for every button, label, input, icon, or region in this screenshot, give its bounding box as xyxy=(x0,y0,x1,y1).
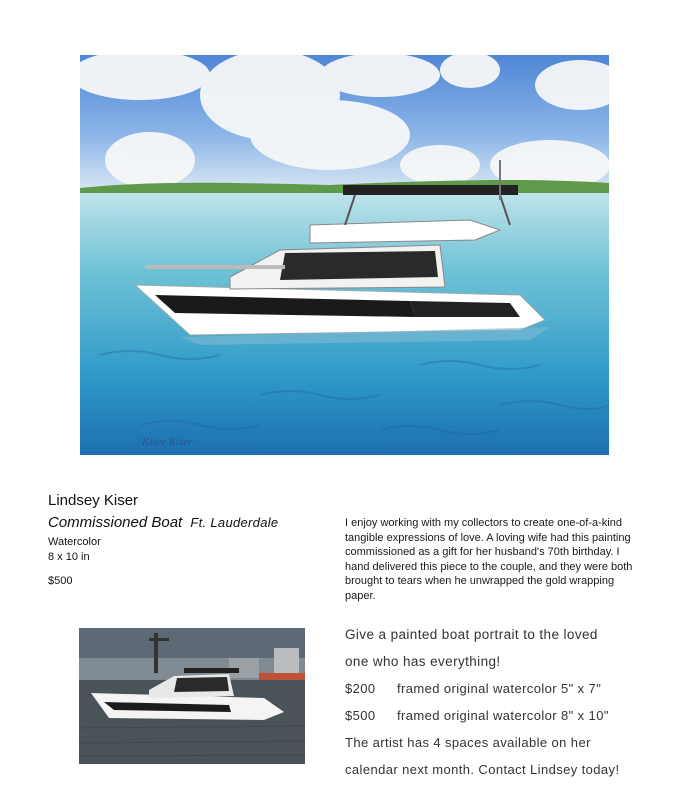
promo-headline-1: Give a painted boat portrait to the loved xyxy=(345,627,598,642)
artwork-location: Ft. Lauderdale xyxy=(190,515,279,530)
offer-text: framed original watercolor 5" x 7" xyxy=(397,681,602,696)
artwork-price: $500 xyxy=(48,575,73,587)
artwork-medium: Watercolor xyxy=(48,536,101,548)
boat-painting-image xyxy=(80,55,609,455)
painting-signature: Kiser Kiser xyxy=(142,436,193,448)
artwork-description: I enjoy working with my collectors to create one-of-a-kind tangible expressions of love. A loving wife had this painting commissioned as a gift for her husband's 70th birthday. I hand delivered this piece to the couple, and they were both brought to tears when he unwrapped the gold wrapping paper. xyxy=(345,517,633,602)
offer-text: framed original watercolor 8" x 10" xyxy=(397,708,609,723)
promo-closing-2: calendar next month. Contact Lindsey today! xyxy=(345,762,620,777)
artwork-title-line xyxy=(48,514,278,531)
promo-offer xyxy=(345,705,665,732)
offer-price: $500 xyxy=(345,708,376,723)
offer-price: $200 xyxy=(345,681,376,696)
promo-offer xyxy=(345,678,665,705)
artwork-title: Commissioned Boat xyxy=(48,514,183,531)
promo-block xyxy=(345,624,665,786)
boat-reference-photo xyxy=(79,628,305,764)
promo-closing-1: The artist has 4 spaces available on her xyxy=(345,735,591,750)
promo-headline-2: one who has everything! xyxy=(345,654,501,669)
artwork-size: 8 x 10 in xyxy=(48,551,90,563)
artist-name: Lindsey Kiser xyxy=(48,492,139,509)
